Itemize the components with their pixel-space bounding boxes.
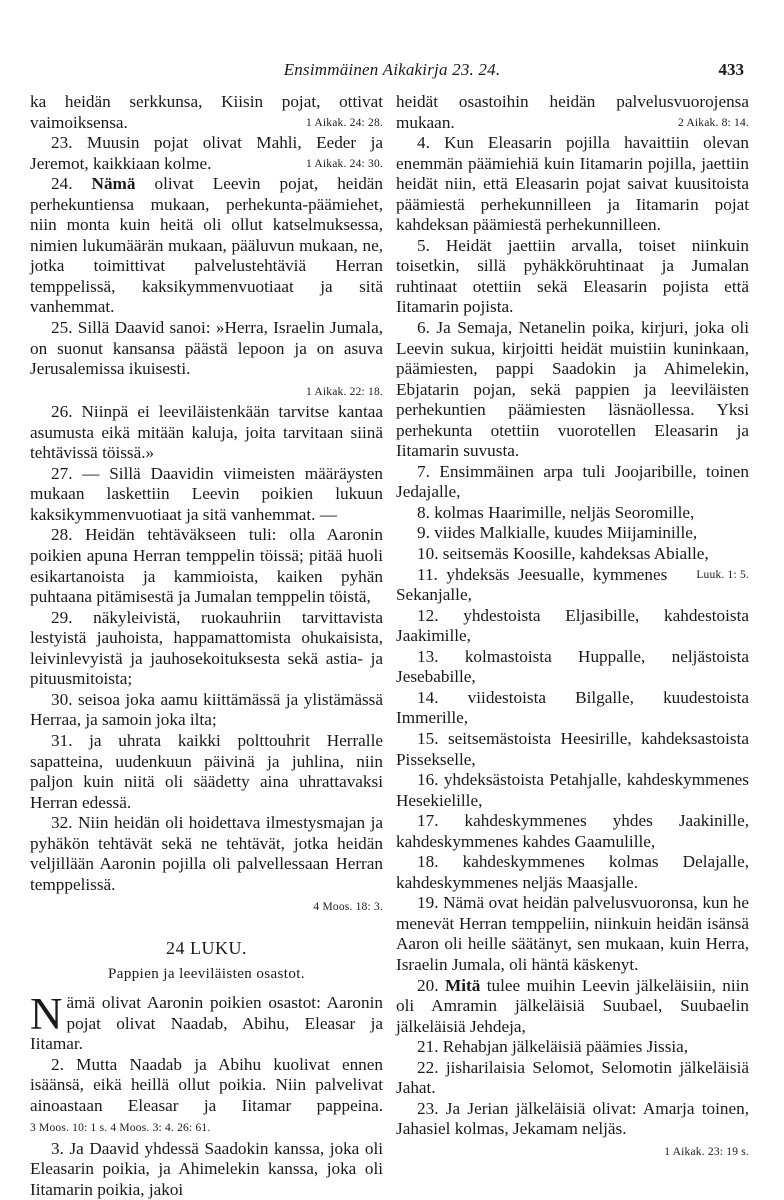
verse-paragraph: [30, 318, 383, 380]
verse-paragraph: 6. Ja Semaja, Netanelin poika, kirjuri, joka oli Leevin sukua, kirjoitti heidät muistiin kuninkaan, päämiesten, pappi Saadokin ja Ahimelekin, Ebjatarin pojan, sekä pappien ja leeviläisten perhekuntien päämiesten läsnäollessa. Yksi perhekunta otettiin vuorotellen Eleasarin ja Iitamarin suvusta.: [396, 318, 749, 461]
verse-text: 10. seitsemäs Koosille, kahdeksas Abialle,: [417, 544, 709, 564]
verse-paragraph: [30, 174, 383, 318]
verse-paragraph: 17. kahdeskymmenes yhdes Jaakinille, kahdeskymmenes kahdes Gaamulille,: [396, 811, 749, 851]
verse-paragraph: [396, 976, 749, 1038]
verse-paragraph: 27. — Sillä Daavidin viimeisten määräysten mukaan laskettiin Leevin poikien lukuun kaksikymmenvuotiaat ja sitä vanhemmat. —: [30, 463, 383, 524]
verse-text: heidät osastoihin heidän palvelusvuorojensa mukaan.: [396, 92, 749, 132]
verse-paragraph: 9. viides Malkialle, kuudes Miijaminille,: [417, 523, 698, 543]
cross-reference-line: [30, 380, 383, 403]
cross-reference-line: [30, 895, 383, 918]
chapter-title: 24 LUKU.: [166, 937, 247, 958]
verse-paragraph: 14. viidestoista Bilgalle, kuudestoista Immerille,: [396, 687, 749, 728]
verse-paragraph: 3. Ja Daavid yhdessä Saadokin kanssa, joka oli Eleasarin poikia, ja Ahimelekin kanssa, joka oli Iitamarin poikia, jakoi: [30, 1138, 383, 1199]
verse-paragraph: [30, 1055, 383, 1139]
verse-paragraph: 19. Nämä ovat heidän palvelusvuoronsa, kun he menevät Herran temppeliin, niinkuin heidän isänsä Aaron oli heille säätänyt, sen mukaan, kuin Herra, Israelin Jumala, oli häntä käskenyt.: [396, 893, 749, 974]
cross-reference: 1 Aikak. 24: 30.: [306, 157, 383, 170]
verse-emphasis: Nämä: [91, 174, 136, 194]
verse-paragraph: 13. kolmastoista Huppalle, neljästoista Jesebabille,: [396, 646, 749, 687]
verse-text: olivat Leevin pojat, heidän perhekuntiensa mukaan, perhekunta-päämiehet, niin monta kuin heitä oli ollut katselmuksessa, nimien lukumäärän mukaan, pääluvun mukaan, ne, jotka toimittivat palvelustehtäviä Herran temppelissä, kaksikymmenvuotiaat ja sitä vanhemmat.: [30, 174, 384, 317]
verse-paragraph: 18. kahdeskymmenes kolmas Delajalle, kahdeskymmenes neljäs Maasjalle.: [396, 852, 749, 892]
verse-paragraph: [30, 988, 383, 1055]
verse-paragraph: 31. ja uhrata kaikki polttouhrit Herralle sapatteina, uudenkuun päivinä ja juhlina, niin paljon kuin niitä oli säädetty aina uhrattavaksi Herran edessä.: [30, 730, 383, 812]
verse-paragraph: 32. Niin heidän oli hoidettava ilmestysmajan ja pyhäkön tehtävät sekä ne tehtävät, jotka heidän veljillään Aaronin pojilla oli palvellessaan Herran temppelissä.: [30, 813, 383, 894]
verse-paragraph: 11. yhdeksäs Jeesualle, kymmenes Sekanjalle,: [396, 564, 668, 605]
verse-paragraph: 21. Rehabjan jälkeläisiä päämies Jissia,: [417, 1037, 689, 1057]
cross-reference: 1 Aikak. 22: 18.: [306, 385, 383, 398]
verse-text: 23. Muusin pojat olivat Mahli, Eeder ja Jeremot, kaikkiaan kolme.: [30, 133, 383, 173]
cross-reference-line: [396, 1140, 749, 1163]
running-title: Ensimmäinen Aikakirja 23. 24.: [283, 60, 501, 79]
verse-paragraph: 22. jisharilaisia Selomot, Selomotin jälkeläisiä Jahat.: [396, 1057, 749, 1098]
verse-paragraph: 4. Kun Eleasarin pojilla havaittiin olevan enemmän päämiehiä kuin Iitamarin pojilla, jaettiin heidät niin, että Eleasarin pojat saivat kuusitoista päämiestä perhekunnilleen ja Iitamarin pojat kahdeksan päämiestä perhekunnilleen.: [396, 133, 749, 235]
verse-paragraph: 26. Niinpä ei leeviläistenkään tarvitse kantaa asumusta eikä mitään kaluja, joita tarvitaan siinä tehtävissä töissä.»: [30, 402, 383, 463]
verse-paragraph: 7. Ensimmäinen arpa tuli Joojaribille, toinen Jedajalle,: [396, 461, 749, 502]
verse-number: 24.: [51, 174, 73, 194]
right-column: [396, 92, 749, 1162]
cross-reference: 3 Moos. 10: 1 s. 4 Moos. 3: 4. 26: 61.: [30, 1122, 211, 1135]
verse-paragraph: 29. näkyleivistä, ruokauhriin tarvittavista lestyistä jauhoista, happamattomista ohukaisista, leivinlevyistä ja jauhosekoituksesta sekä astia- ja pituusmitoista;: [30, 607, 383, 689]
verse-text: tulee muihin Leevin jälkeläisiin, niin oli Amramin jälkeläisiä Suubael, Suubaelin jälkeläisiä Jehdeja,: [396, 975, 749, 1036]
verse-paragraph: [396, 544, 749, 581]
cross-reference: 4 Moos. 18: 3.: [313, 901, 383, 914]
page-number: 433: [718, 60, 744, 79]
verse-paragraph: [30, 133, 383, 174]
cross-reference: 1 Aikak. 24: 28.: [306, 116, 383, 129]
cross-reference: Luuk. 1: 5.: [696, 568, 749, 581]
verse-paragraph: 8. kolmas Haarimille, neljäs Seoromille,: [417, 502, 695, 522]
verse-paragraph: 15. seitsemästoista Heesirille, kahdeksastoista Pissekselle,: [396, 728, 749, 769]
left-column: [30, 92, 383, 1200]
verse-paragraph: 28. Heidän tehtäväkseen tuli: olla Aaronin poikien apuna Herran temppelin töissä; pitää huoli esikartanoista ja kammioista, kaiken pyhän puhtaana pitämisestä ja Jumalan temppelin töistä,: [30, 525, 383, 607]
verse-text: 2. Mutta Naadab ja Abihu kuolivat ennen isäänsä, eikä heillä ollut poikia. Niin palvelivat ainoastaan Eleasar ja Iitamar pappeina.: [30, 1054, 383, 1115]
drop-cap: N: [30, 988, 63, 1039]
verse-text: 25. Sillä Daavid sanoi: »Herra, Israelin Jumala, on suonut kansansa päästä lepoon ja on asuva Jerusalemissa ikuisesti.: [30, 318, 383, 379]
verse-paragraph: 12. yhdestoista Eljasibille, kahdestoista Jaakimille,: [396, 605, 749, 646]
verse-text: ka heidän serkkunsa, Kiisin pojat, ottivat vaimoiksensa.: [30, 92, 383, 132]
verse-paragraph: 30. seisoa joka aamu kiittämässä ja ylistämässä Herraa, ja samoin joka ilta;: [30, 689, 383, 730]
cross-reference: 1 Aikak. 23: 19 s.: [664, 1145, 749, 1158]
verse-text: ämä olivat Aaronin poikien osastot: Aaronin pojat olivat Naadab, Abihu, Eleasar ja Iitamar.: [30, 992, 383, 1054]
verse-paragraph: 23. Ja Jerian jälkeläisiä olivat: Amarja toinen, Jahasiel kolmas, Jekamam neljäs.: [396, 1098, 749, 1139]
verse-paragraph: [30, 92, 383, 133]
verse-emphasis: Mitä: [444, 975, 481, 995]
verse-number: 20.: [417, 975, 439, 995]
verse-paragraph: 5. Heidät jaettiin arvalla, toiset niinkuin toisetkin, sillä pyhäkköruhtinaat ja Jumalan ruhtinaat otettiin sekä Eleasarin pojista että Iitamarin pojista.: [396, 235, 749, 317]
page-header: [0, 60, 784, 84]
chapter-subtitle: Pappien ja leeviläisten osastot.: [108, 966, 305, 983]
verse-paragraph: 16. yhdeksästoista Petahjalle, kahdeskymmenes Hesekielille,: [396, 770, 749, 810]
cross-reference: 2 Aikak. 8: 14.: [677, 116, 749, 129]
verse-paragraph: [396, 92, 749, 133]
